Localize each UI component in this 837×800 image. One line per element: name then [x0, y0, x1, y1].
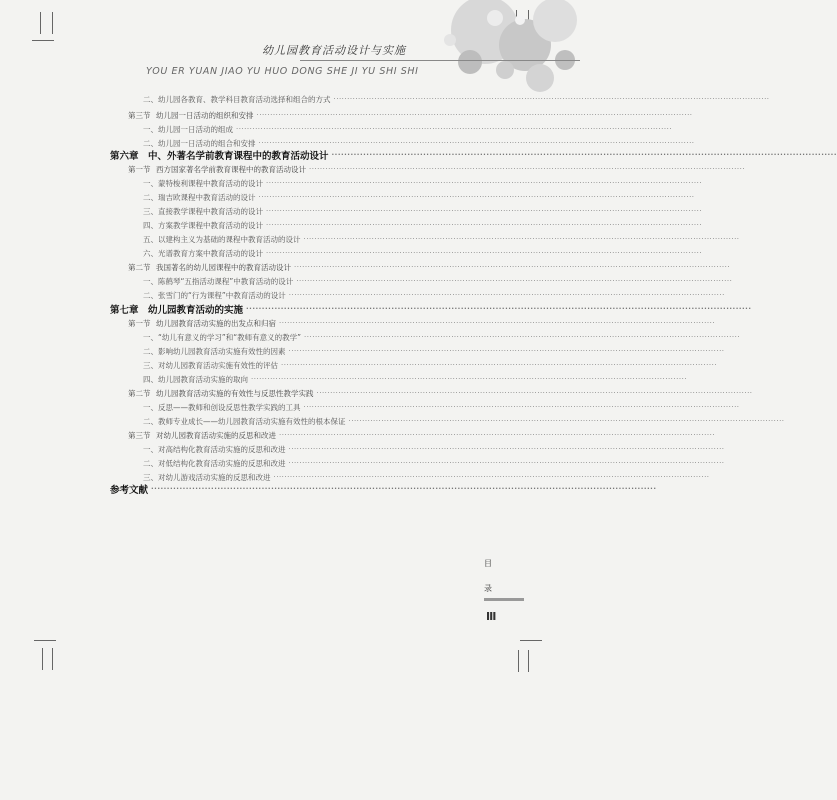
toc-leader-dots: ································································································································································ — [296, 277, 733, 285]
toc-label: 四、幼儿园教育活动实施的取向 — [143, 374, 248, 384]
toc-leader-dots: ································································································································································ — [333, 95, 770, 103]
toc-leader-dots: ································································································································································ — [266, 207, 703, 215]
toc-leader-dots: ································································································································································ — [258, 193, 695, 201]
toc-label: 一、反思——教师和创设反思性教学实践的工具 — [143, 402, 301, 412]
toc-label: 一、蒙特梭利课程中教育活动的设计 — [143, 178, 263, 188]
toc-item — [143, 372, 688, 386]
toc-leader-dots: ································································································································································ — [258, 139, 695, 147]
toc-item — [143, 456, 725, 470]
crop-mark — [520, 640, 542, 641]
crop-mark — [518, 650, 519, 672]
toc-item — [143, 190, 695, 204]
toc-leader-dots: ································································································································································ — [316, 389, 753, 397]
toc-leader-dots: ································································································································································ — [279, 319, 716, 327]
crop-mark — [34, 640, 56, 641]
side-label-lu: 录 — [484, 584, 492, 593]
toc-leader-dots: ································································································································································ — [304, 333, 741, 341]
toc-label: 三、直接教学课程中教育活动的设计 — [143, 206, 263, 216]
toc-section — [128, 428, 716, 442]
toc-item — [143, 92, 770, 106]
toc-leader-dots: ································································································································································ — [266, 221, 703, 229]
toc-section-title: 幼儿园教育活动实施的有效性与反思性教学实践 — [156, 388, 314, 398]
toc-section-number: 第一节 — [128, 318, 151, 328]
toc-label — [128, 388, 314, 399]
toc-leader-dots: ································································································································································ — [236, 125, 673, 133]
toc-leader-dots: ································································································································································ — [303, 403, 740, 411]
toc-item — [143, 414, 785, 428]
toc-leader-dots: ································································································································································ — [273, 473, 710, 481]
toc-leader-dots: ································································································································································ — [151, 485, 657, 493]
toc-leader-dots: ································································································································································ — [303, 235, 740, 243]
toc-label: 六、光谱教育方案中教育活动的设计 — [143, 248, 263, 258]
toc-leader-dots: ································································································································································ — [256, 111, 693, 119]
toc-leader-dots: ································································································································································ — [279, 431, 716, 439]
toc-label: 二、张雪门的“行为课程”中教育活动的设计 — [143, 290, 286, 300]
header-rule — [300, 60, 580, 61]
toc-section-title: 幼儿园一日活动的组织和安排 — [156, 110, 254, 120]
toc-item — [143, 344, 725, 358]
toc-leader-dots: ································································································································································ — [246, 305, 752, 313]
toc-section-number: 第二节 — [128, 388, 151, 398]
toc-section-title: 幼儿园教育活动实施的出发点和归宿 — [156, 318, 276, 328]
toc-item — [143, 232, 740, 246]
toc-leader-dots: ································································································································································ — [288, 445, 725, 453]
crop-mark — [528, 650, 529, 672]
toc-label — [128, 164, 306, 175]
toc-label: 参考文献 — [110, 485, 149, 496]
toc-item — [143, 400, 740, 414]
toc-chapter — [110, 302, 752, 316]
side-bar — [484, 598, 524, 601]
running-header-pinyin: YOU ER YUAN JIAO YU HUO DONG SHE JI YU SHI SHI — [146, 66, 419, 77]
toc-chapter — [110, 482, 657, 496]
toc-label: 五、以建构主义为基础的课程中教育活动的设计 — [143, 234, 301, 244]
crop-mark — [52, 648, 53, 670]
crop-mark — [42, 648, 43, 670]
toc-item — [143, 274, 733, 288]
toc-section-title: 对幼儿园教育活动实施的反思和改进 — [156, 430, 276, 440]
toc-section-number: 第二节 — [128, 262, 151, 272]
toc-label: 二、对低结构化教育活动实施的反思和改进 — [143, 458, 286, 468]
toc-label: 二、幼儿园各教育、教学科目教育活动选择和组合的方式 — [143, 94, 331, 104]
crop-mark — [52, 12, 53, 34]
toc-section-number: 第一节 — [128, 164, 151, 174]
toc-section-number: 第三节 — [128, 430, 151, 440]
toc-label: 一、陈鹤琴“五指活动课程”中教育活动的设计 — [143, 276, 294, 286]
toc-item — [143, 288, 725, 302]
toc-item — [143, 330, 741, 344]
toc-label: 一、幼儿园一日活动的组成 — [143, 124, 233, 134]
toc-label: 二、教师专业成长——幼儿园教育活动实施有效性的根本保证 — [143, 416, 346, 426]
toc-leader-dots: ································································································································································ — [251, 375, 688, 383]
toc-leader-dots: ································································································································································ — [281, 361, 718, 369]
toc-item — [143, 246, 703, 260]
toc-leader-dots: ································································································································································ — [348, 417, 785, 425]
toc-label: 一、对高结构化教育活动实施的反思和改进 — [143, 444, 286, 454]
toc-label: 一、“幼儿有意义的学习”和“教师有意义的教学” — [143, 332, 302, 342]
toc-label — [128, 110, 254, 121]
toc-label: 第六章 中、外著名学前教育课程中的教育活动设计 — [110, 151, 329, 162]
toc-label: 二、影响幼儿园教育活动实施有效性的因素 — [143, 346, 286, 356]
toc-item — [143, 218, 703, 232]
header-decoration — [425, 0, 580, 100]
toc-section-number: 第三节 — [128, 110, 151, 120]
toc-section — [128, 386, 753, 400]
toc-leader-dots: ································································································································································ — [331, 151, 837, 159]
toc-section-title: 我国著名的幼儿园课程中的教育活动设计 — [156, 262, 291, 272]
toc-section-title: 西方国家著名学前教育课程中的教育活动设计 — [156, 164, 306, 174]
crop-mark — [32, 40, 54, 41]
toc-leader-dots: ································································································································································ — [266, 179, 703, 187]
side-label-mu: 目 — [484, 559, 492, 568]
toc-label: 第七章 幼儿园教育活动的实施 — [110, 305, 244, 316]
toc-leader-dots: ································································································································································ — [288, 347, 725, 355]
toc-leader-dots: ································································································································································ — [288, 291, 725, 299]
toc-label: 三、对幼儿游戏活动实施的反思和改进 — [143, 472, 271, 482]
running-header-title: 幼儿园教育活动设计与实施 — [262, 44, 406, 57]
toc-label: 二、幼儿园一日活动的组合和安排 — [143, 138, 256, 148]
toc-section — [128, 316, 716, 330]
toc-item — [143, 122, 673, 136]
toc-leader-dots: ································································································································································ — [288, 459, 725, 467]
toc-leader-dots: ································································································································································ — [309, 165, 746, 173]
toc-leader-dots: ································································································································································ — [266, 249, 703, 257]
toc-label — [128, 262, 291, 273]
toc-label: 二、瑞吉欧课程中教育活动的设计 — [143, 192, 256, 202]
toc-item — [143, 442, 725, 456]
toc-item — [143, 358, 718, 372]
toc-section — [128, 162, 746, 176]
toc-section — [128, 108, 693, 122]
toc-label: 四、方案教学课程中教育活动的设计 — [143, 220, 263, 230]
toc-label — [128, 318, 276, 329]
crop-mark — [40, 12, 41, 34]
toc-label — [128, 430, 276, 441]
toc-chapter — [110, 148, 837, 162]
toc-label: 三、对幼儿园教育活动实施有效性的评估 — [143, 360, 278, 370]
toc-item — [143, 176, 703, 190]
page-number: Ⅲ — [486, 610, 497, 623]
toc-leader-dots: ································································································································································ — [294, 263, 731, 271]
toc-item — [143, 204, 703, 218]
toc-section — [128, 260, 731, 274]
